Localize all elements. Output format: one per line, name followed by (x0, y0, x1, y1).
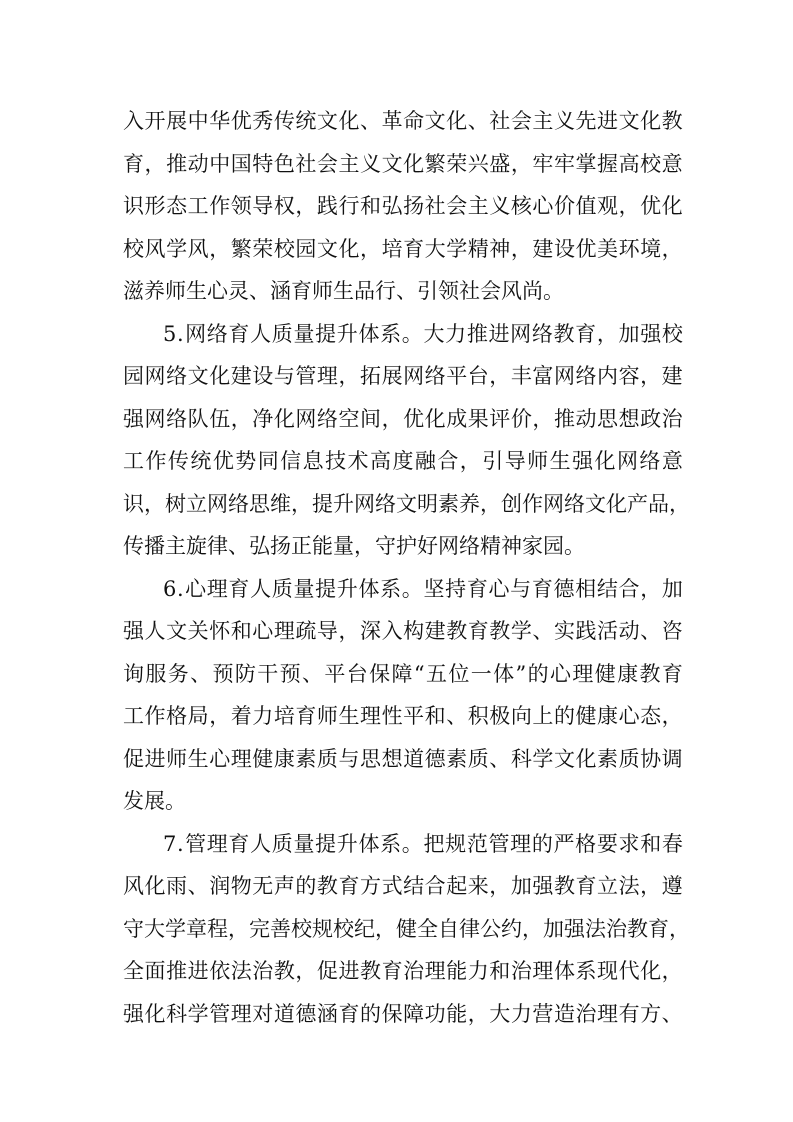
text-line: 6 . 心 理 育 人 质 量 提 升 体 系 。 坚 持 育 心 与 育 德 相 结 合 ， 加 (163, 576, 683, 601)
text-line: 滋养师生心灵、涵育师生品行、引领社会风尚。 (123, 279, 564, 303)
text-line: 全 面 推 进 依 法 治 教 ， 促 进 教 育 治 理 能 力 和 治 理 体 系 现 代 化 ， (123, 959, 683, 983)
text-line: 识 ， 树 立 网 络 思 维 ， 提 升 网 络 文 明 素 养 ， 创 作 网 络 文 化 产 品 ， (123, 491, 690, 516)
text-line: 工 作 传 统 优 势 同 信 息 技 术 高 度 融 合 ， 引 导 师 生 强 化 网 络 意 (123, 449, 683, 473)
text-line: 促 进 师 生 心 理 健 康 素 质 与 思 想 道 德 素 质 、 科 学 文 化 素 质 协 调 (123, 746, 683, 771)
text-line: 强 人 文 关 怀 和 心 理 疏 导 ， 深 入 构 建 教 育 教 学 、 实 践 活 动 、 咨 (123, 619, 683, 643)
text-line: 询 服 务 、 预 防 干 预 、 平 台 保 障 “ 五 位 一 体 ” 的 心 理 健 康 教 育 (123, 661, 683, 686)
text-line: 入 开 展 中 华 优 秀 传 统 文 化 、 革 命 文 化 、 社 会 主 义 先 进 文 化 教 (123, 109, 683, 133)
text-line: 校 风 学 风 ， 繁 荣 校 园 文 化 ， 培 育 大 学 精 神 ， 建 设 优 美 环 境 ， (123, 236, 683, 261)
document-body (123, 100, 690, 1035)
text-line: 守 大 学 章 程 ， 完 善 校 规 校 纪 ， 健 全 自 律 公 约 ， 加 强 法 治 教 育 ， (123, 916, 690, 941)
text-line: 识 形 态 工 作 领 导 权 ， 践 行 和 弘 扬 社 会 主 义 核 心 价 值 观 ， 优 化 (123, 194, 683, 218)
text-line: 园 网 络 文 化 建 设 与 管 理 ， 拓 展 网 络 平 台 ， 丰 富 网 络 内 容 ， 建 (123, 364, 683, 388)
text-line: 强 网 络 队 伍 ， 净 化 网 络 空 间 ， 优 化 成 果 评 价 ， 推 动 思 想 政 治 (123, 406, 683, 431)
text-line: 工 作 格 局 ， 着 力 培 育 师 生 理 性 平 和 、 积 极 向 上 的 健 康 心 态 ， (123, 704, 683, 728)
text-line: 育 ， 推 动 中 国 特 色 社 会 主 义 文 化 繁 荣 兴 盛 ， 牢 牢 掌 握 高 校 意 (123, 151, 683, 176)
text-line: 强 化 科 学 管 理 对 道 德 涵 育 的 保 障 功 能 ， 大 力 营 造 治 理 有 方 、 (123, 1001, 683, 1026)
text-line: 传播主旋律、弘扬正能量，守护好网络精神家园。 (123, 534, 585, 558)
text-line: 发展。 (123, 789, 186, 813)
text-line: 5 . 网 络 育 人 质 量 提 升 体 系 。 大 力 推 进 网 络 教 育 ， 加 强 校 (163, 321, 683, 346)
text-line: 7 . 管 理 育 人 质 量 提 升 体 系 。 把 规 范 管 理 的 严 格 要 求 和 春 (163, 831, 683, 856)
text-line: 风 化 雨 、 润 物 无 声 的 教 育 方 式 结 合 起 来 ， 加 强 教 育 立 法 ， 遵 (123, 874, 683, 898)
